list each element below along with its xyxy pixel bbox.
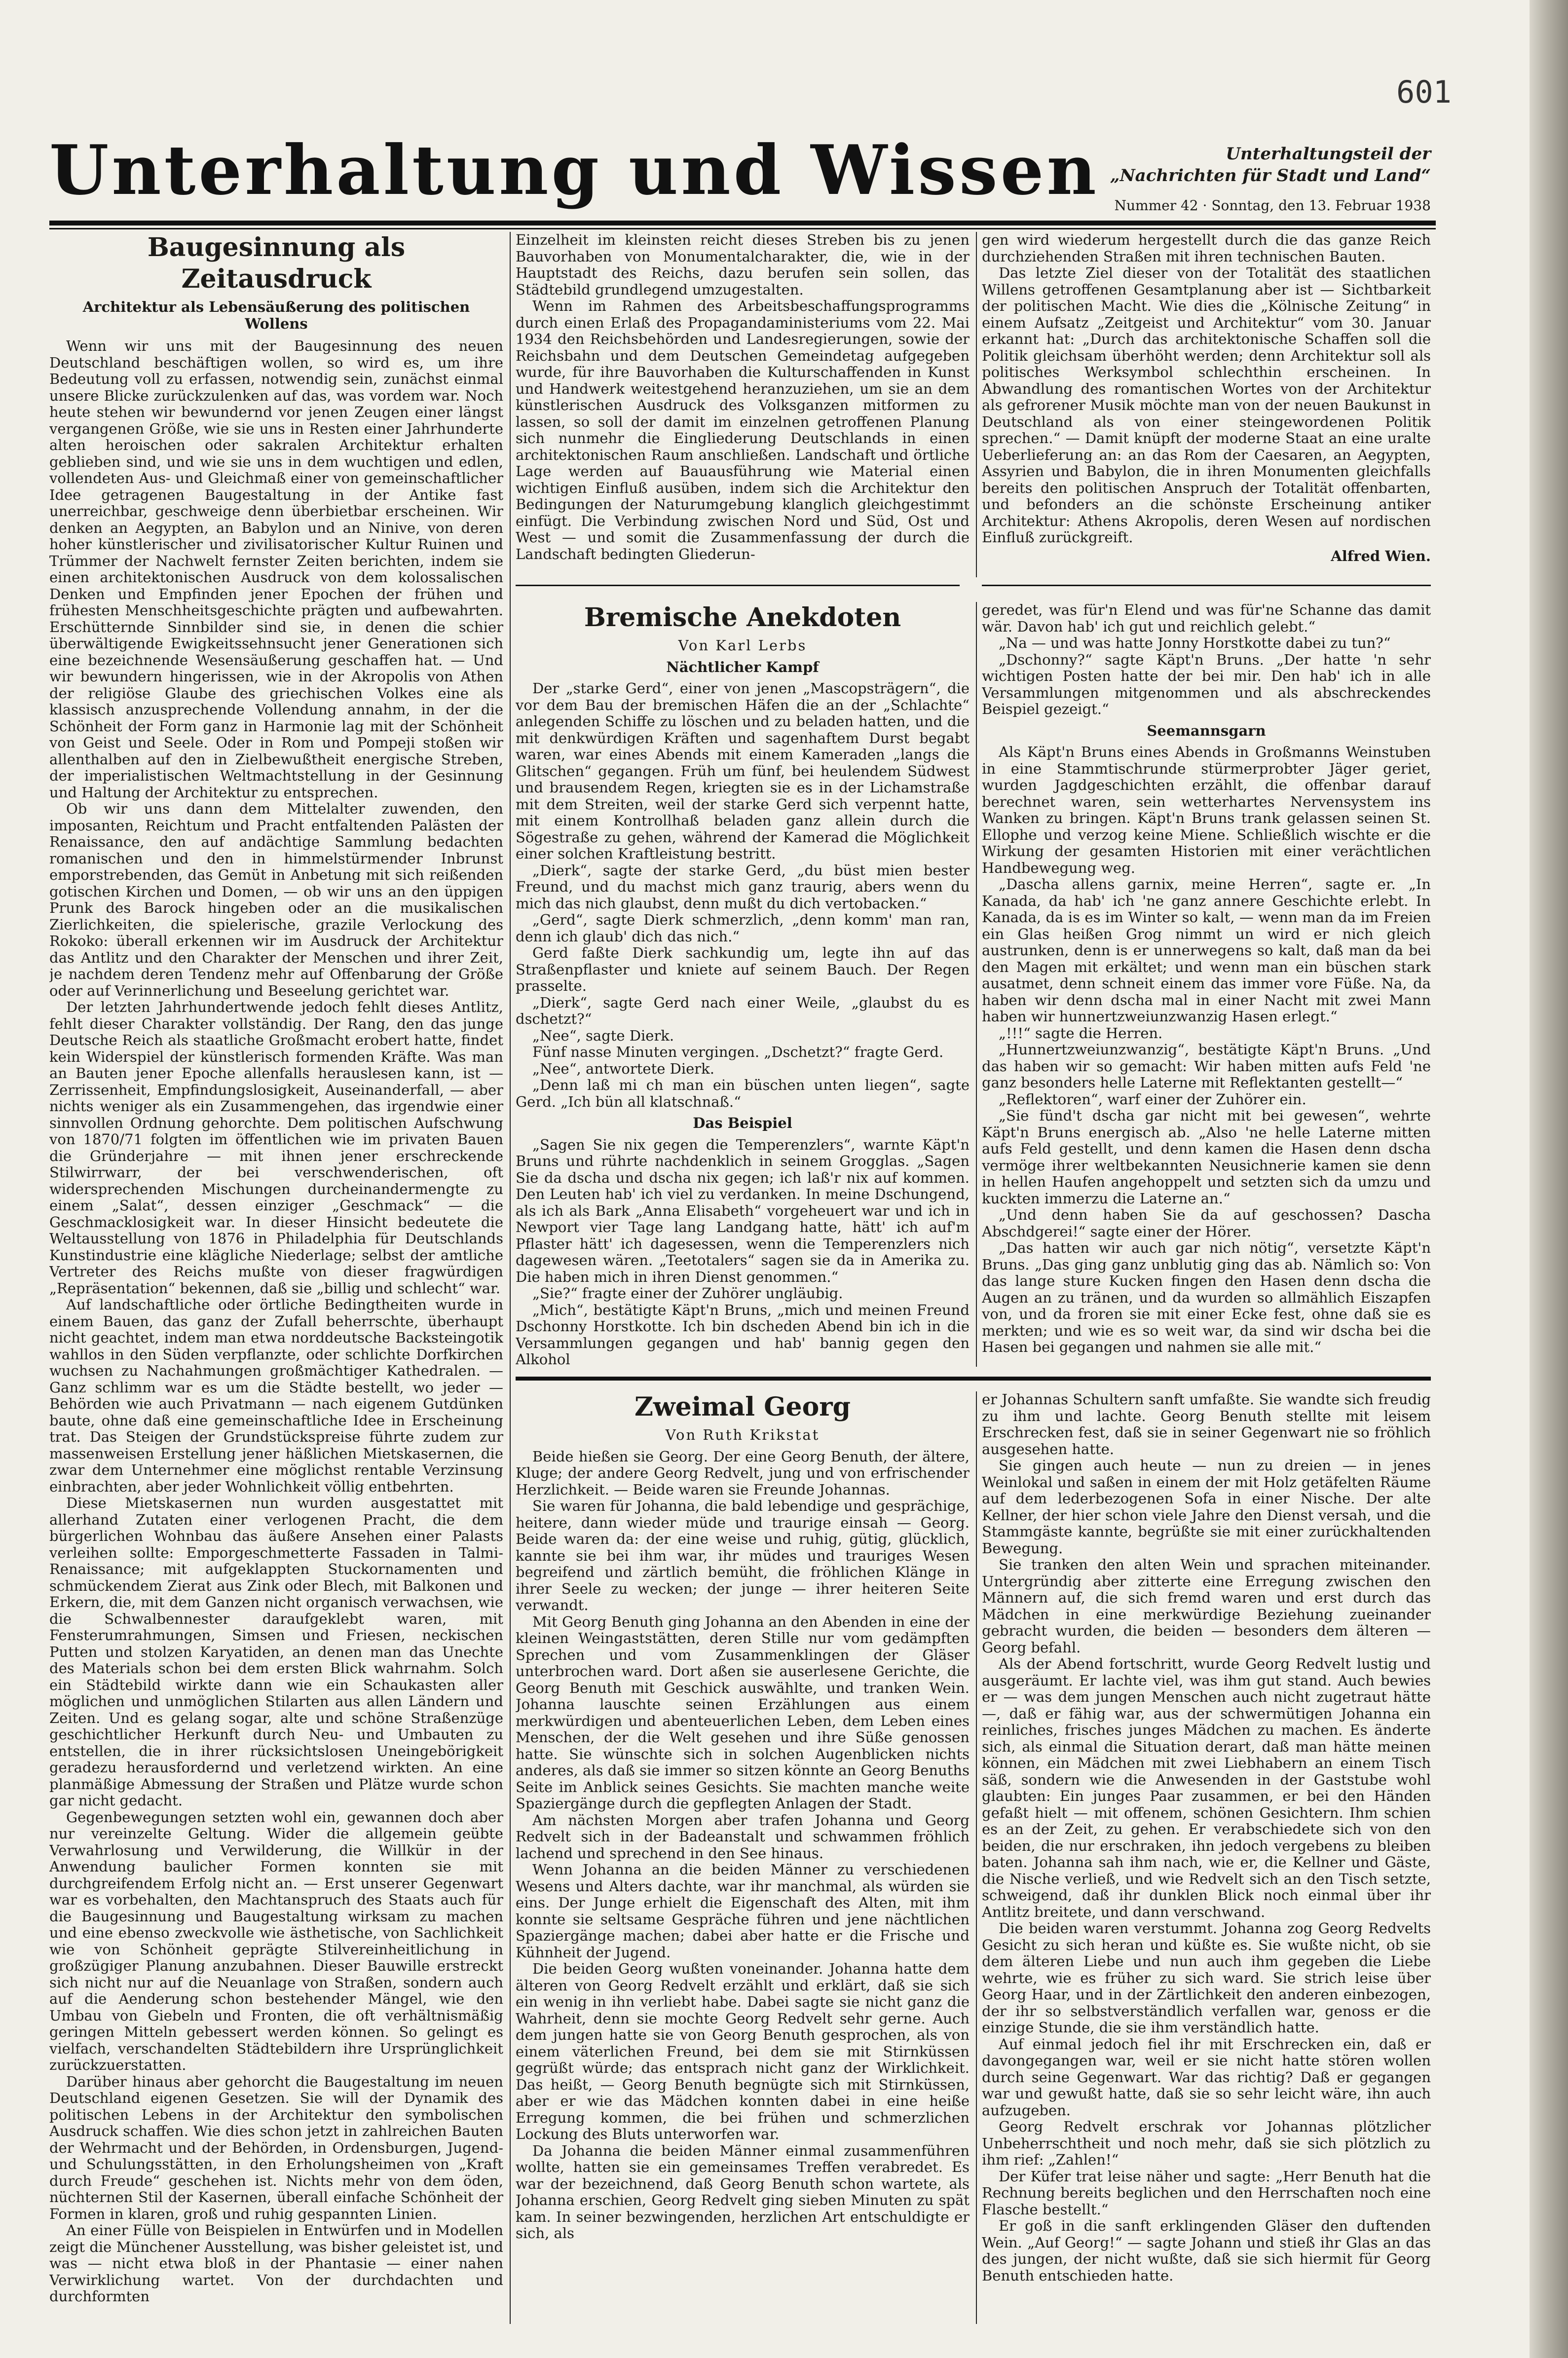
paragraph: „Gerd“, sagte Dierk schmerzlich, „denn komm' man ran, denn ich glaub' dich das nich.“ [516,911,970,945]
paragraph: Wenn im Rahmen des Arbeitsbeschaffungsprogramms durch einen Erlaß des Propagandaministeriums vom 22. Mai 1934 den Reichsbehörden und Landesregierungen, sowie der Reichsbahn und dem Deutschen Gemeindetag aufgegeben wurde, für ihre Bauvorhaben die Kulturschaffenden in Kunst und Handwerk weitestgehend heranzuziehen, um sie an dem künstlerischen Ausdruck des Volksganzen mitformen zu lassen, so soll der damit im einzelnen getroffenen Planung sich nunmehr die Eingliederung Deutschlands in einen architektonischen Raum anschließen. Landschaft und örtliche Lage werden auf Bauausführung wie Material einen wichtigen Einfluß ausüben, indem sich die Architektur den Bedingungen der Naturumgebung klanglich gleichgestimmt einfügt. Die Verbindung zwischen Nord und Süd, Ost und West — und somit die Zusammenfassung der durch die Landschaft bedingten Gliederun- [516,298,970,562]
article-headline: Bremische Anekdoten [584,602,901,633]
article-baugesinnung-col1 [49,232,503,2324]
paragraph: Als der Abend fortschritt, wurde Georg Redvelt lustig und ausgeräumt. Er lachte viel, was ihm gut stand. Auch bewies er — was dem jungen Menschen auch nicht zugetraut hätte —, daß er fähig war, aus der schwermütigen Johanna ein reinliches, frisches junges Mädchen zu machen. Es änderte sich, als einmal die Situation derart, daß man hätte meinen können, ein Mädchen mit zwei Liebhabern an einem Tisch säß, sondern wie die Anwesenden in der Gaststube wohl glaubten: Ein junges Paar zusammen, er bei den Händen gefaßt hielt — mit offenem, schönen Gesichtern. Ihm schien es an der Zeit, zu gehen. Er verabschiedete sich von den beiden, die nur erschraken, ihn jedoch vergebens zu bleiben baten. Johanna sah ihm nach, wie er, die Kellner und Gäste, die Nische verließ, und wie Redvelt sich an den Tisch setzte, schweigend, daß ihr dunklen Blick noch einmal über ihr Antlitz breitete, und dann verschwand. [982,1655,1431,1920]
paragraph: Auf einmal jedoch fiel ihr mit Erschrecken ein, daß er davongegangen war, weil er sie nicht hatte stören wollen durch seine Gegenwart. War das richtig? Daß er gegangen war und gewußt hatte, daß sie so sehr leicht wäre, ihn auch aufzugeben. [982,2035,1431,2119]
masthead-supplement [1110,143,1431,187]
article-zweimal-georg-col3 [982,1391,1431,2324]
paragraph: „Na — und was hatte Jonny Horstkotte dabei zu tun?“ [999,635,1391,651]
masthead-title: Unterhaltung und Wissen [49,130,1099,210]
paragraph: er Johannas Schultern sanft umfaßte. Sie wandte sich freudig zu ihm und lachte. Georg Benuth stellte mit leisem Erschrecken fest, daß sie in seiner Gegenwart nie so fröhlich ausgesehen hatte. [982,1391,1431,1458]
paragraph: Auf landschaftliche oder örtliche Bedingtheiten wurde in einem Bauen, das ganz der Zufall beherrschte, überhaupt nicht geachtet, indem man etwa norddeutsche Backsteingotik wahllos in den Süden verpflanzte, oder schlichte Dorfkirchen wuchsen zu Nachahmungen großmächtiger Kathedralen. — Ganz schlimm war es um die Städte bestellt, wo jeder — Behörden wie auch Privatmann — nach eigenem Gutdünken baute, ohne daß eine gemeinschaftliche Idee in Erscheinung trat. Das Steigen der Grundstückspreise führte zudem zur massenweisen Erstellung jener häßlichen Mietskasernen, die zwar dem Unternehmer eine möglichst rentable Verzinsung einbrachten, aber jeder Wohnlichkeit völlig entbehrten. [49,1296,503,1495]
article-byline: Von Ruth Krikstat [665,1426,820,1443]
paragraph: Wenn Johanna an die beiden Männer zu verschiedenen Wesens und Alters dachte, war ihr manchmal, als würden sie eins. Der Junge erhielt die Eigenschaft des Alten, mit ihm konnte sie seltsame Gespräche führen und jene nächtlichen Spaziergänge machen; dabei aber hatte er die Frische und Kühnheit der Jugend. [516,1861,970,1961]
paragraph: Als Käpt'n Bruns eines Abends in Großmanns Weinstuben in eine Stammtischrunde stürmerprobter Jäger geriet, wurden Jagdgeschichten erzählt, die offenbar darauf berechnet waren, sein wetterhartes Nervensystem ins Wanken zu bringen. Käpt'n Bruns trank gelassen seinen St. Ellophe und verzog keine Miene. Schließlich wischte er die Wirkung der gesamten Historien mit einer verächtlichen Handbewegung weg. [982,744,1431,876]
paragraph: „Reflektoren“, warf einer der Zuhörer ein. [999,1090,1307,1108]
paragraph: „Nee“, antwortete Dierk. [532,1060,714,1077]
paragraph: Der „starke Gerd“, einer von jenen „Mascopsträgern“, die vor dem Bau der bremischen Häfen die an der „Schlachte“ anlegenden Schiffe zu löschen und zu beladen hatten, und die mit denkwürdigen Kräften und sagenhaftem Durst begabt waren, war eines Abends mit einem Kameraden „langs die Glitschen“ gegangen. Früh um fünf, bei heulendem Südwest und brausendem Regen, kriegten sie es in der Lichamstraße mit dem Streiten, weil der starke Gerd sich verpennt hatte, mit einem Kontrollhaß beladen ganz allein durch die Sögestraße zu gehen, während der Kamerad die Möglichkeit einer solchen Kraftleistung bestritt. [516,680,970,862]
paragraph: Beide hießen sie Georg. Der eine Georg Benuth, der ältere, Kluge; der andere Georg Redvelt, jung und von erfrischender Herzlichkeit. — Beide waren sie Freunde Johannas. [516,1448,970,1498]
paragraph: Georg Redvelt erschrak vor Johannas plötzlicher Unbeherrschtheit und noch mehr, daß sie sich plötzlich zu ihm rief: „Zahlen!“ [982,2118,1431,2168]
paragraph: „Sie?“ fragte einer der Zuhörer ungläubig. [532,1285,843,1302]
column-divider [510,232,511,2324]
paragraph: Diese Mietskasernen nun wurden ausgestattet mit allerhand Zutaten einer verlogenen Pracht, die dem bürgerlichen Wohnbau das äußere Ansehen einer Palasts verleihen sollte: Emporgeschmetterte Fassaden in Talmi-Renaissance; mit aufgeklappten Stuckornamenten und schmückendem Zierat aus Zink oder Blech, mit Balkonen und Erkern, die, mit dem Ganzen nicht organisch verwachsen, wie die Schwalbennester daraufgeklebt waren, mit Fensterumrahmungen, Simsen und Friesen, neckischen Putten und stolzen Karyatiden, an denen man das Unechte des Materials schon bei dem ersten Blick wahrnahm. Solch ein Städtebild wirkte dann wie ein Schaukasten aller möglichen und unmöglichen Stilarten aus allen Ländern und Zeiten. Und es gelang sogar, alte und schöne Straßenzüge geschichtlicher Herkunft durch Neu- und Umbauten zu entstellen, die in ihrer rücksichtslosen Uneingebörigkeit geradezu herausfordernd und verletzend wirkten. An eine planmäßige Abmessung der Straßen und Plätze wurde schon gar nicht gedacht. [49,1495,503,1809]
paragraph: „Mich“, bestätigte Käpt'n Bruns, „mich und meinen Freund Dschonny Horstkotte. Ich bin dscheden Abend bin ich in die Versammlungen gegangen und hab' bannig gegen den Alkohol [516,1301,970,1367]
article-baugesinnung-col3 [982,232,1431,577]
masthead-rule [49,221,1436,225]
article-baugesinnung-col2 [516,232,970,577]
article-byline: Von Karl Lerbs [678,637,807,654]
paragraph: „!!!“ sagte die Herren. [999,1024,1163,1042]
paragraph: Die beiden Georg wußten voneinander. Johanna hatte dem älteren von Georg Redvelt erzählt und erklärt, daß sie sich ein wenig in ihn verliebt habe. Dabei sagte sie nicht ganz die Wahrheit, denn sie mochte Georg Redvelt sehr gerne. Auch dem jungen hatte sie von Georg Benuth gesprochen, als von einem väterlichen Freund, bei dem sie mit Stirnküssen gegrüßt würde; das entsprach nicht ganz der Wirklichkeit. Das heißt, — Georg Benuth begnügte sich mit Stirnküssen, aber er wie das Mädchen konnten dabei in eine heiße Erregung kommen, die bei frühen und schmerzlichen Lockung des Bluts unterworfen war. [516,1960,970,2142]
paragraph: Gerd faßte Dierk sachkundig um, legte ihn auf das Straßenpflaster und kniete auf seinem Bauch. Der Regen prasselte. [516,944,970,994]
paragraph: „Sie fünd't dscha gar nicht mit bei gewesen“, wehrte Käpt'n Bruns energisch ab. „Also 'ne helle Laterne mitten aufs Feld gestellt, und denn kamen die Hasen denn dscha vermöge ihrer weltbekannten Neusichnerie kamen sie denn in hellen Haufen angehoppelt und setzten sich da umzu und kuckten immerzu die Laterne an.“ [982,1107,1431,1207]
anecdote-title: Das Beispiel [693,1115,792,1131]
paragraph: Sie gingen auch heute — nun zu dreien — in jenes Weinlokal und saßen in einem der mit Holz getäfelten Räume auf dem lederbezogenen Sofa in einer Nische. Der alte Kellner, der hier schon viele Jahre den Dienst versah, und die Stammgäste kannte, begrüßte sie mit einer zurückhaltenden Bewegung. [982,1457,1431,1557]
article-separator [982,585,1431,586]
masthead [49,130,1431,214]
paragraph: Sie tranken den alten Wein und sprachen miteinander. Untergründig aber zitterte eine Erregung zwischen den Männern auf, die sich fremd waren und erst durch das Mädchen in eine merkwürdige Beziehung zueinander gebracht wurden, die beiden — besonders dem älteren — Georg befahl. [982,1556,1431,1656]
paragraph: Sie waren für Johanna, die bald lebendige und gesprächige, heitere, dann wieder müde und traurige einsah — Georg. Beide waren da: der eine weise und ruhig, gütig, glücklich, kannte sie bei ihm war, ihr müdes und trauriges Wesen begreifend und zärtlich bemüht, die fröhlichen Klänge in ihrer Seele zu wecken; der junge — ihrer heiteren Seite verwandt. [516,1497,970,1613]
paragraph: Einzelheit im kleinsten reicht dieses Streben bis zu jenen Bauvorhaben von Monumentalcharakter, die, wie in der Hauptstadt des Reichs, dazu berufen sein sollen, das Städtebild grundlegend umzugestalten. [516,232,970,298]
paragraph: Gegenbewegungen setzten wohl ein, gewannen doch aber nur vereinzelte Geltung. Wider die allgemein geübte Verwahrlosung und Verwilderung, die Willkür in der Anwendung baulicher Formen konnten sie mit durchgreifendem Erfolg nicht an. — Erst unserer Gegenwart war es vorbehalten, den Machtanspruch des Staats auch für die Baugesinnung und Baugestaltung wirksam zu machen und eine ebenso zweckvolle wie ästhetische, von Sachlichkeit wie von Schönheit geprägte Stilvereinheitlichung in großzügiger Planung anzubahnen. Dieser Bauwille erstreckt sich nicht nur auf die Neuanlage von Straßen, sondern auch auf die Aenderung schon bestehender Mängel, wie den Umbau von Giebeln und Fronten, die oft verhältnismäßig geringen Mitteln gebessert werden können. So gelingt es vielfach, verschandelten Städtebildern ihre Ursprünglichkeit zurückzuerstatten. [49,1808,503,2073]
paragraph: „Dierk“, sagte der starke Gerd, „du büst mien bester Freund, und du machst mich ganz traurig, abers wenn du mich das nich glaubst, denn mußt du dich vertobacken.“ [516,861,970,912]
paragraph: Darüber hinaus aber gehorcht die Baugestaltung im neuen Deutschland eigenen Gesetzen. Sie will der Dynamik des politischen Lebens in der Architektur den symbolischen Ausdruck schaffen. Wie dies schon jetzt in zahlreichen Bauten der Wehrmacht und der Behörden, in Ordensburgen, Jugend- und Schulungsstätten, in den Erholungsheimen von „Kraft durch Freude“ geschehen ist. Nichts mehr von dem öden, nüchternen Stil der Kasernen, überall einfache Schönheit der Formen in klaren, groß und ruhig gespannten Linien. [49,2073,503,2222]
paragraph: Die beiden waren verstummt. Johanna zog Georg Redvelts Gesicht zu sich heran und küßte es. Sie wußte nicht, ob sie dem älteren Liebe und nun auch ihm gegeben die Liebe wehrte, wie es früher zu sich ward. Sie strich leise über Georg Haar, und in der Zärtlichkeit den anderen einbezogen, der ihr so selbstverständlich verfallen war, genoss er die einzige Stunde, die sie ihm verständlich hatte. [982,1920,1431,2036]
column-divider [976,602,977,1367]
page-number: 601 [1396,74,1452,110]
binding-edge [1530,0,1568,2358]
paragraph: gen wird wiederum hergestellt durch die das ganze Reich durchziehenden Straßen mit ihren technischen Bauten. [982,232,1431,265]
paragraph: Ob wir uns dann dem Mittelalter zuwenden, den imposanten, Reichtum und Pracht entfaltenden Palästen der Renaissance, den auf andächtige Sammlung bedachten romanischen und den in himmelstürmender Inbrunst emporstrebenden, das Gemüt in Anbetung mit sich reißenden gotischen Kirchen und Domen, — ob wir uns an den üppigen Prunk des Barock hingeben oder an die musikalischen Zierlichkeiten, die spielerische, grazile Verlockung des Rokoko: überall erkennen wir im Ausdruck der Architektur das Antlitz und den Charakter der Menschen und ihrer Zeit, je nachdem deren Tendenz mehr auf Offenbarung der Größe oder auf Verinnerlichung und Beseelung gerichtet war. [49,800,503,999]
column-divider [976,1391,977,2324]
paragraph: „Nee“, sagte Dierk. [532,1027,674,1044]
paragraph: „Sagen Sie nix gegen die Temperenzlers“, warnte Käpt'n Bruns und rührte nachdenklich in seinem Grogglas. „Sagen Sie da dscha und dscha nix gegen; ich laß'r nix auf kommen. Den Leuten hab' ich viel zu verdanken. In meine Dschungend, als ich als Bark „Anna Elisabeth“ vorgeheuert war und ich in Newport vier Tage lang Landgang hatte, hätt' ich auf'm Pflaster hätt' ich dagesessen, wenn die Temperenzlers nich dagewesen wären. „Teetotalers“ sagen sie da in Amerika zu. Die haben mich in ihren Dienst genommen.“ [516,1136,970,1285]
paragraph: geredet, was für'n Elend und was für'ne Schanne das damit wär. Davon hab' ich gut und reichlich gelebt.“ [982,602,1431,635]
article-separator [516,1377,1431,1381]
paragraph: Fünf nasse Minuten vergingen. „Dschetzt?“ fragte Gerd. [532,1044,944,1060]
paragraph: „Denn laß mi ch man ein büschen unten liegen“, sagte Gerd. „Ich bün all klatschnaß.“ [516,1077,970,1110]
masthead-rule-thin [49,228,1436,229]
paragraph: Wenn wir uns mit der Baugesinnung des neuen Deutschland beschäftigen wollen, so wird es, um ihre Bedeutung voll zu erfassen, notwendig sein, zunächst einmal unsere Blicke zurückzulenken auf das, was vordem war. Noch heute stehen wir bewundernd vor jenen Zeugen einer längst vergangenen Größe, wie sie uns in Resten einer Jahrhunderte alten heroischen oder sakralen Architektur erhalten geblieben sind, und wie sie uns in dem wuchtigen und edlen, vollendeten Aus- und Gleichmaß einer von gemeinschaftlicher Idee getragenen Baugestaltung in der Antike fast unerreichbar, geschweige denn überbietbar erscheinen. Wir denken an Aegypten, an Babylon und an Ninive, von deren hoher künstlerischer und zivilisatorischer Kultur Ruinen und Trümmer der Nachwelt fernster Zeiten berichten, indem sie einen architektonischen Ausdruck von dem kolossalischen Denken und Empfinden jener Epochen der frühen und frühesten Menschheitsgeschichte prägten und aufbewahrten. Erschütternde Sinnbilder sind sie, in denen die schier überwältigende Ewigkeitssehnsucht jener Generationen sich eine bezeichnende Wesensäußerung geschaffen hat. — Und wir bewundern hingerissen, wie in der Akropolis von Athen der religiöse Glaube des griechischen Volkes eine als klassisch anzusprechende Vollendung annahm, in der die Schönheit der Form ganz in Harmonie lag mit der Schönheit von Geist und Seele. Oder in Rom und Pompeji stoßen wir allenthalben auf den in Zielbewußtheit energische Streben, der imperialistischen Weltmachtstellung in der Gesinnung und Haltung der Architektur zu entsprechen. [49,337,503,801]
article-bremische-anekdoten-col3 [982,602,1431,1367]
issue-meta: Nummer 42 · Sonntag, den 13. Februar 1938 [1114,197,1431,214]
article-separator [516,585,960,586]
paragraph: Der letzten Jahrhundertwende jedoch fehlt dieses Antlitz, fehlt dieser Charakter vollständig. Der Rang, den das junge Deutsche Reich als staatliche Großmacht erobert hatte, findet kein Widerspiel der künstlerisch formenden Kräfte. Was man an Bauten jener Epoche allenfalls herauslesen kann, ist — Zerrissenheit, Empfindungslosigkeit, Auseinanderfall, — aber nichts weniger als ein Zusammengehen, das irgendwie einer sinnvollen Ordnung gehorchte. Dem politischen Aufschwung von 1870/71 folgten im öffentlichen wie im privaten Bauen die Gründerjahre — mit ihnen jener erschreckende Stilwirrwarr, der bei verschwenderischen, oft widersprechenden Mischungen durcheinandermengte zu einem „Salat“, dessen einziger „Geschmack“ — die Geschmacklosigkeit war. In dieser Hinsicht bedeutete die Weltausstellung von 1876 in Philadelphia für Deutschlands Kunstindustrie eine klägliche Niederlage; selbst der amtliche Vertreter des Reichs mußte von dieser fragwürdigen „Repräsentation“ bekennen, daß sie „billig und schlecht“ war. [49,999,503,1297]
article-headline: Zweimal Georg [634,1392,851,1422]
supplement-line-2: „Nachrichten für Stadt und Land“ [1110,166,1431,186]
paragraph: Das letzte Ziel dieser von der Totalität des staatlichen Willens getroffenen Gesamtplanung aber ist — Sichtbarkeit der politischen Macht. Wie dies die „Kölnische Zeitung“ in einem Aufsatz „Zeitgeist und Architektur“ vom 30. Januar erkannt hat: „Durch das architektonische Schaffen soll die Politik gleichsam überhöht werden; denn Architektur soll als politisches Werksymbol schlechthin erscheinen. In Abwandlung des romantischen Wortes von der Architektur als gefrorener Musik möchte man von der neuen Baukunst in Deutschland als von einer steingewordenen Politik sprechen.“ — Damit knüpft der moderne Staat an eine uralte Ueberlieferung an: an das Rom der Caesaren, an Aegypten, Assyrien und Babylon, die in ihren Monumenten gleichfalls bereits den politischen Anspruch der Totalität offenbarten, und befonders an die schönste Erscheinung antiker Architektur: Athens Akropolis, deren Wesen auf nordischen Einfluß zurückgreift. [982,264,1431,546]
paragraph: Der Küfer trat leise näher und sagte: „Herr Benuth hat die Rechnung bereits beglichen und den Herrschaften noch eine Flasche bestellt.“ [982,2168,1431,2218]
paragraph: „Das hatten wir auch gar nich nötig“, versetzte Käpt'n Bruns. „Das ging ganz unblutig ging das ab. Nämlich so: Von das lange sture Kucken fingen den Hasen denn dscha die Augen an zu tränen, und da wurden so allmählich Eiszapfen von, und da froren sie mit einer Ecke fest, ohne daß sie es merkten; und wie es so weit war, da sind wir dscha bei die Hasen bei gegangen und nahmen sie alle mit.“ [982,1239,1431,1355]
author-signature: Alfred Wien. [1331,547,1431,564]
anecdote-title: Seemannsgarn [1147,722,1266,739]
article-zweimal-georg-col2 [516,1391,970,2324]
article-headline: Baugesinnung als Zeitausdruck [147,232,406,294]
paragraph: „Dierk“, sagte Gerd nach einer Weile, „glaubst du es dschetzt?“ [516,994,970,1027]
column-divider [976,232,977,577]
paragraph: Da Johanna die beiden Männer einmal zusammenführen wollte, hatten sie ein gemeinsames Treffen verabredet. Es war der bezeichnend, daß Georg Benuth schon wartete, als Johanna erschien, Georg Redvelt ging sieben Minuten zu spät kam. In seiner bezwingenden, herzlichen Art entschuldigte er sich, als [516,2142,970,2242]
paragraph: Mit Georg Benuth ging Johanna an den Abenden in eine der kleinen Weingaststätten, deren Stille nur vom gedämpften Sprechen und vom Zusammenklingen der Gläser unterbrochen ward. Dort aßen sie auserlesene Gerichte, die Georg Benuth mit Geschick auswählte, und tranken Wein. Johanna lauschte seinen Erzählungen aus einem merkwürdigen und abenteuerlichen Leben, dem Leben eines Menschen, der die Welt gesehen und ihre Süße genossen hatte. Sie wünschte sich in solchen Augenblicken nichts anderes, als daß sie immer so sitzen könnte an Georg Benuths Seite im Anblick seines Gesichts. Sie machten manche weite Spaziergänge durch die gepflegten Anlagen der Stadt. [516,1613,970,1812]
paragraph: Er goß in die sanft erklingenden Gläser den duftenden Wein. „Auf Georg!“ — sagte Johann und stieß ihr Glas an das des jungen, der nicht wußte, daß sie sich hiermit für Georg Benuth entschieden hatte. [982,2217,1431,2284]
supplement-line-1: Unterhaltungsteil der [1226,144,1431,164]
article-bremische-anekdoten-col2 [516,602,970,1367]
paragraph: „Und denn haben Sie da auf geschossen? Dascha Abschdgerei!“ sagte einer der Hörer. [982,1206,1431,1240]
paragraph: Am nächsten Morgen aber trafen Johanna und Georg Redvelt sich in der Badeanstalt und schwammen fröhlich lachend und sprechend in den See hinaus. [516,1811,970,1862]
paragraph: An einer Fülle von Beispielen in Entwürfen und in Modellen zeigt die Münchener Ausstellung, was bisher geleistet ist, und was — nicht etwa bloß in der Phantasie — einer nahen Verwirklichung wartet. Von der durchdachten und durchformten [49,2222,503,2305]
article-subhead: Architektur als Lebensäußerung des politischen Wollens [82,299,470,332]
paragraph: „Hunnertzweiunzwanzig“, bestätigte Käpt'n Bruns. „Und das haben wir so gemacht: Wir haben mitten aufs Feld 'ne ganz besonders helle Laterne mit Reflektanten gestellt—“ [982,1041,1431,1091]
paragraph: „Dschonny?“ sagte Käpt'n Bruns. „Der hatte 'n sehr wichtigen Posten hatte der bei mir. Den hab' ich in alle Versammlungen mitgenommen und als abschreckendes Beispiel gezeigt.“ [982,651,1431,717]
paragraph: „Dascha allens garnix, meine Herren“, sagte er. „In Kanada, da hab' ich 'ne ganz annere Geschichte erlebt. In Kanada, da is es im Winter so kalt, — wenn man da im Freien ein Glas heißen Grog nimmt un wird er nich gleich austrunken, denn is er unnerwegens so kalt, daß man da bei den Magen mit erkältet; und wenn man ein büschen stark ausatmet, denn schneit einem das immer vore Füße. Na, da haben wir denn dscha mal in einer Nacht mit zwei Mann haben wir hunnertzweiunzwanzig Hasen erlegt.“ [982,876,1431,1025]
anecdote-title: Nächtlicher Kampf [666,658,819,675]
